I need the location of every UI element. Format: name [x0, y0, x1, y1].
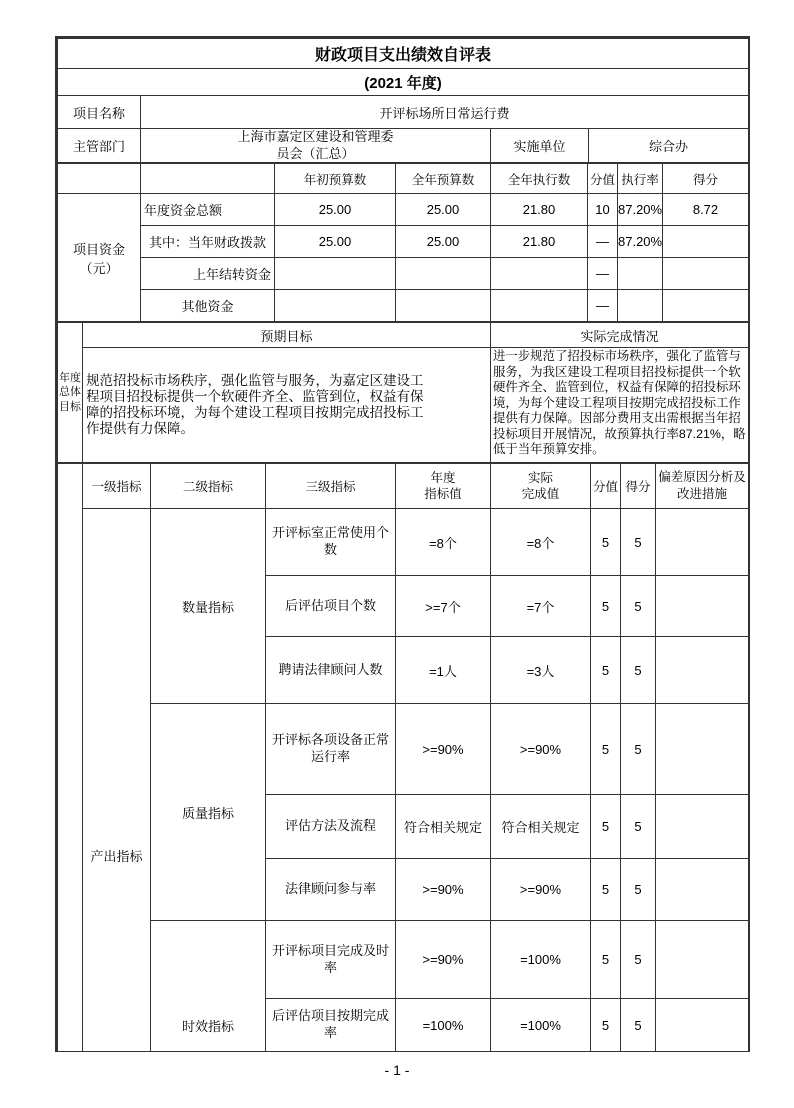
form-title: 财政项目支出绩效自评表: [58, 39, 749, 69]
impl-unit-value: 综合办: [589, 129, 749, 163]
deviation-value: [656, 795, 749, 859]
indicator-header-actual: 实际 完成值: [491, 464, 591, 509]
goals-section-label: 年度总体目标: [58, 323, 83, 463]
actual-value: >=90%: [491, 704, 591, 795]
level3-name: 法律顾问参与率: [266, 859, 396, 921]
deviation-value: [656, 704, 749, 795]
expected-goal-cell: [83, 348, 491, 463]
funding-cell: [275, 258, 396, 290]
target-value: =8个: [396, 509, 491, 576]
evaluation-form: [55, 36, 750, 1052]
level2-label-timeliness: 时效指标: [151, 921, 266, 1052]
target-value: =100%: [396, 999, 491, 1052]
level3-name: 聘请法律顾问人数: [266, 637, 396, 704]
level3-name: 开评标室正常使用个数: [266, 509, 396, 576]
funding-cell: [618, 258, 663, 290]
actual-completion-text: 进一步规范了招投标市场秩序，强化了监管与服务，为我区建设工程项目招投标提供一个软硬件齐全、监管到位，权益有保障的招投标环境，为每个建设工程项目按期完成招投标工作提供有力保障。因部分费用支出需根据当年招投标项目开展情况，故预算执行率87.21%，略低于当年预算安排。: [493, 349, 746, 456]
deviation-value: [656, 921, 749, 999]
funding-row-total: [58, 194, 749, 226]
funding-header-exec-rate: 执行率: [618, 164, 663, 194]
funding-header-score: 得分: [663, 164, 749, 194]
actual-value: =8个: [491, 509, 591, 576]
indicator-header-target: 年度 指标值: [396, 464, 491, 509]
funding-cell: 21.80: [491, 226, 588, 258]
score-value: 5: [621, 509, 656, 576]
funding-cell: [396, 290, 491, 322]
deviation-value: [656, 999, 749, 1052]
indicator-row: [58, 704, 749, 795]
funding-cell: [275, 290, 396, 322]
deviation-value: [656, 576, 749, 637]
funding-row-label: 年度资金总额: [141, 194, 275, 226]
level3-name: 开评标各项设备正常运行率: [266, 704, 396, 795]
form-year: (2021 年度): [58, 69, 749, 96]
level3-name: 后评估项目按期完成率: [266, 999, 396, 1052]
level2-label-quality: 质量指标: [151, 704, 266, 921]
funding-header-executed: 全年执行数: [491, 164, 588, 194]
deviation-value: [656, 509, 749, 576]
score-value: 5: [621, 576, 656, 637]
funding-cell: [663, 290, 749, 322]
indicator-left-spacer: [58, 464, 83, 1052]
funding-cell: 10: [588, 194, 618, 226]
weight-value: 5: [591, 921, 621, 999]
score-value: 5: [621, 999, 656, 1052]
funding-corner-empty: [58, 164, 141, 194]
actual-completion-cell: [491, 348, 749, 463]
funding-header-initial: 年初预算数: [275, 164, 396, 194]
project-name-value: 开评标场所日常运行费: [141, 96, 749, 129]
project-name-label: 项目名称: [58, 96, 141, 129]
indicator-header-level3: 三级指标: [266, 464, 396, 509]
indicator-table: [57, 463, 749, 1052]
funding-section-label: 项目资金 （元）: [58, 194, 141, 322]
actual-completion-header: 实际完成情况: [491, 323, 749, 348]
deviation-value: [656, 859, 749, 921]
impl-unit-label: 实施单位: [491, 129, 589, 163]
target-value: >=90%: [396, 704, 491, 795]
score-value: 5: [621, 859, 656, 921]
actual-value: =100%: [491, 921, 591, 999]
indicator-header-weight: 分值: [591, 464, 621, 509]
indicator-row: [58, 921, 749, 999]
funding-header-annual: 全年预算数: [396, 164, 491, 194]
funding-cell: [396, 258, 491, 290]
weight-value: 5: [591, 509, 621, 576]
funding-row-label: 其中：当年财政拨款: [141, 226, 275, 258]
funding-cell: —: [588, 226, 618, 258]
indicator-header-level2: 二级指标: [151, 464, 266, 509]
funding-row-appropriation: [58, 226, 749, 258]
page-number: - 1 -: [384, 1062, 410, 1078]
target-value: >=90%: [396, 921, 491, 999]
level2-label-quantity: 数量指标: [151, 509, 266, 704]
funding-cell: 25.00: [275, 226, 396, 258]
target-value: =1人: [396, 637, 491, 704]
dept-value: [141, 129, 491, 163]
weight-value: 5: [591, 795, 621, 859]
actual-value: =100%: [491, 999, 591, 1052]
score-value: 5: [621, 795, 656, 859]
weight-value: 5: [591, 637, 621, 704]
funding-rowhead-empty: [141, 164, 275, 194]
funding-table: [57, 163, 749, 322]
funding-cell: 21.80: [491, 194, 588, 226]
funding-cell: [491, 258, 588, 290]
score-value: 5: [621, 637, 656, 704]
actual-value: >=90%: [491, 859, 591, 921]
dept-label: 主管部门: [58, 129, 141, 163]
funding-cell: 25.00: [275, 194, 396, 226]
expected-goal-text: 规范招投标市场秩序，强化监管与服务，为嘉定区建设工程项目招投标提供一个软硬件齐全、监管到位，权益有保障的招投标环境，为每个建设工程项目按期完成招投标工作提供有力保障。: [86, 373, 424, 436]
funding-cell: [663, 226, 749, 258]
indicator-header-level1: 一级指标: [83, 464, 151, 509]
actual-value: 符合相关规定: [491, 795, 591, 859]
funding-cell: [663, 258, 749, 290]
annual-goals-table: [57, 322, 749, 463]
actual-value: =7个: [491, 576, 591, 637]
expected-goal-header: 预期目标: [83, 323, 491, 348]
funding-cell: 87.20%: [618, 226, 663, 258]
funding-cell: 8.72: [663, 194, 749, 226]
deviation-value: [656, 637, 749, 704]
level3-name: 评估方法及流程: [266, 795, 396, 859]
funding-row-other: [58, 290, 749, 322]
actual-value: =3人: [491, 637, 591, 704]
level3-name: 开评标项目完成及时率: [266, 921, 396, 999]
weight-value: 5: [591, 859, 621, 921]
weight-value: 5: [591, 704, 621, 795]
level1-label: 产出指标: [83, 509, 151, 1052]
funding-cell: 87.20%: [618, 194, 663, 226]
funding-row-carryover: [58, 258, 749, 290]
header-info-table: [57, 38, 749, 163]
level3-name: 后评估项目个数: [266, 576, 396, 637]
score-value: 5: [621, 704, 656, 795]
target-value: >=7个: [396, 576, 491, 637]
target-value: >=90%: [396, 859, 491, 921]
indicator-header-score: 得分: [621, 464, 656, 509]
weight-value: 5: [591, 999, 621, 1052]
funding-cell: [491, 290, 588, 322]
funding-cell: 25.00: [396, 226, 491, 258]
indicator-header-deviation: 偏差原因分析及改进措施: [656, 464, 749, 509]
funding-header-weight: 分值: [588, 164, 618, 194]
target-value: 符合相关规定: [396, 795, 491, 859]
funding-cell: —: [588, 290, 618, 322]
dept-value-text: 上海市嘉定区建设和管理委员会（汇总）: [237, 129, 394, 161]
funding-row-label: 其他资金: [141, 290, 275, 322]
funding-cell: —: [588, 258, 618, 290]
funding-cell: [618, 290, 663, 322]
funding-cell: 25.00: [396, 194, 491, 226]
indicator-row: [58, 509, 749, 576]
weight-value: 5: [591, 576, 621, 637]
funding-row-label: 上年结转资金: [141, 258, 275, 290]
score-value: 5: [621, 921, 656, 999]
